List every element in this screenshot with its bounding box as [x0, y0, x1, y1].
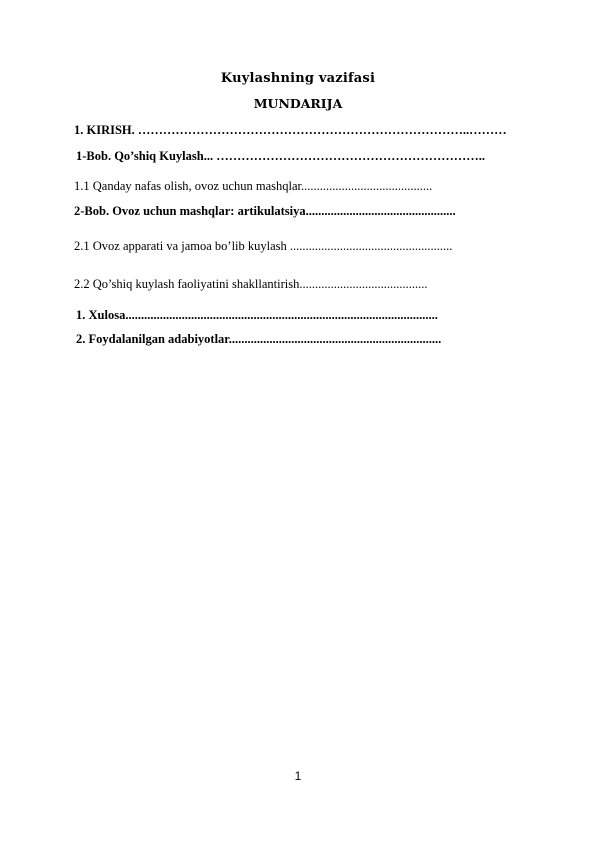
toc-entry-bibliography: 2. Foydalanilgan adabiyotlar.................................................................... — [76, 332, 442, 346]
toc-heading: MUNDARIJA — [253, 96, 343, 111]
toc-entry-section-2-1: 2.1 Ovoz apparati va jamoa bo’lib kuylash .................................................... — [74, 239, 453, 253]
toc-entry-section-2-2: 2.2 Qo’shiq kuylash faoliyatini shakllantirish......................................... — [74, 277, 428, 291]
page-number: 1 — [294, 769, 302, 783]
toc-entry-section-1-1: 1.1 Qanday nafas olish, ovoz uchun mashqlar.......................................... — [74, 179, 433, 193]
toc-entry-chapter-1: 1-Bob. Qo’shiq Kuylash... ……………………………………………………….. — [76, 149, 485, 163]
toc-entry-kirish: 1. KIRISH. ……………………………………………………………………..……… — [74, 123, 507, 137]
toc-entry-conclusion: 1. Xulosa.................................................................................................... — [76, 308, 438, 322]
toc-entry-chapter-2: 2-Bob. Ovoz uchun mashqlar: artikulatsiya................................................ — [74, 204, 456, 218]
document-title: Kuylashning vazifasi — [220, 71, 376, 86]
